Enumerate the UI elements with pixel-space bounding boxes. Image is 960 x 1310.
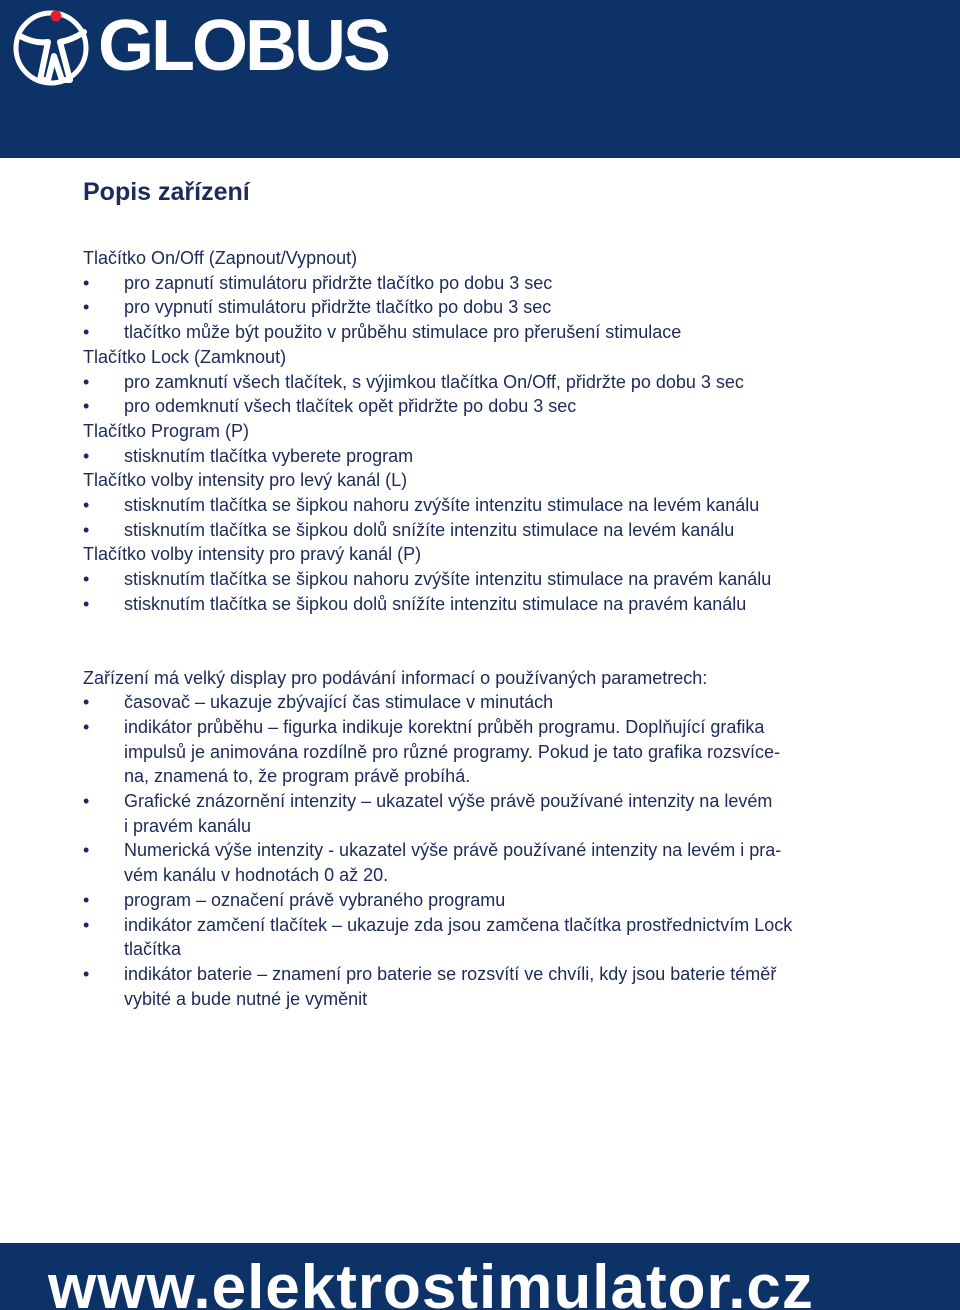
section-heading: Tlačítko Lock (Zamknout) [83, 346, 287, 367]
bullet-marker: • [83, 495, 90, 516]
list-item-line: i pravém kanálu [124, 815, 252, 836]
display-intro: Zařízení má velký display pro podávání informací o používaných parametrech: [83, 667, 708, 688]
list-item-text: stisknutím tlačítka se šipkou nahoru zvýšíte intenzitu stimulace na pravém kanálu [124, 569, 772, 590]
list-item-text: stisknutím tlačítka se šipkou dolů snížíte intenzitu stimulace na pravém kanálu [124, 593, 747, 614]
list-item-line: na, znamená to, že program právě probíhá. [124, 766, 471, 787]
list-item-text: tlačítko může být použito v průběhu stimulace pro přerušení stimulace [124, 322, 682, 343]
bullet-marker: • [83, 889, 90, 910]
list-item-line: vybité a bude nutné je vyměnit [124, 988, 368, 1009]
bullet-marker: • [83, 371, 90, 392]
list-item [83, 888, 883, 913]
list-item-text: pro zapnutí stimulátoru přidržte tlačítko po dobu 3 sec [124, 272, 553, 293]
list-item [83, 271, 883, 296]
brand-logo-text: GLOBUS [98, 6, 389, 86]
display-features-list [83, 690, 883, 1011]
list-item-text: pro zamknutí všech tlačítek, s výjimkou tlačítka On/Off, přidržte po dobu 3 sec [124, 371, 744, 392]
bullet-marker: • [83, 297, 90, 318]
bullet-marker: • [83, 692, 90, 713]
bullet-marker: • [83, 593, 90, 614]
list-item [83, 592, 883, 617]
list-item-line: Grafické znázornění intenzity – ukazatel výše právě používané intenzity na levém [124, 791, 773, 812]
list-item-text: pro vypnutí stimulátoru přidržte tlačítko po dobu 3 sec [124, 297, 552, 318]
list-item-text: stisknutím tlačítka se šipkou dolů snížíte intenzitu stimulace na levém kanálu [124, 519, 735, 540]
section-heading: Tlačítko On/Off (Zapnout/Vypnout) [83, 248, 358, 268]
list-item-line: indikátor zamčení tlačítek – ukazuje zda jsou zamčena tlačítka prostřednictvím Lock [124, 914, 793, 935]
list-item [83, 789, 883, 838]
list-item [83, 493, 883, 518]
list-item [83, 295, 883, 320]
list-item [83, 394, 883, 419]
bullet-marker: • [83, 914, 90, 935]
list-item-line: indikátor baterie – znamení pro baterie se rozsvítí ve chvíli, kdy jsou baterie téměř [124, 963, 777, 984]
main-content [83, 175, 883, 1011]
footer-bar [0, 1243, 960, 1310]
section-heading: Tlačítko volby intensity pro levý kanál (L) [83, 470, 408, 491]
section-heading: Tlačítko volby intensity pro pravý kanál (P) [83, 544, 422, 565]
bullet-marker: • [83, 445, 90, 466]
bullet-marker: • [83, 840, 90, 861]
list-item-line: vém kanálu v hodnotách 0 až 20. [124, 865, 389, 886]
header-bar [0, 0, 960, 158]
list-item-line: indikátor průběhu – figurka indikuje korektní průběh programu. Doplňující grafika [124, 716, 765, 737]
button-descriptions [83, 246, 883, 617]
bullet-marker: • [83, 322, 90, 343]
list-item-line: tlačítka [124, 939, 182, 960]
website-url[interactable]: www.elektrostimulator.cz [48, 1253, 814, 1310]
globus-logo-icon [10, 6, 92, 88]
bullet-marker: • [83, 569, 90, 590]
list-item [83, 567, 883, 592]
list-item [83, 715, 883, 789]
list-item-line: program – označení právě vybraného programu [124, 889, 506, 910]
section-heading: Tlačítko Program (P) [83, 420, 250, 441]
list-item-line: impulsů je animována rozdílně pro různé programy. Pokud je tato grafika rozsvíce- [124, 741, 780, 762]
bullet-marker: • [83, 519, 90, 540]
list-item-text: stisknutím tlačítka se šipkou nahoru zvýšíte intenzitu stimulace na levém kanálu [124, 495, 760, 516]
list-item [83, 518, 883, 543]
bullet-marker: • [83, 396, 90, 417]
section-spacer [83, 617, 883, 666]
list-item-text: pro odemknutí všech tlačítek opět přidržte po dobu 3 sec [124, 396, 577, 417]
page-title: Popis zařízení [83, 178, 250, 206]
list-item [83, 838, 883, 887]
list-item [83, 690, 883, 715]
list-item [83, 962, 883, 1011]
bullet-marker: • [83, 791, 90, 812]
bullet-marker: • [83, 716, 90, 737]
list-item-text: stisknutím tlačítka vyberete program [124, 445, 414, 466]
list-item-line: časovač – ukazuje zbývající čas stimulace v minutách [124, 692, 554, 713]
list-item [83, 444, 883, 469]
list-item [83, 370, 883, 395]
list-item [83, 913, 883, 962]
list-item-line: Numerická výše intenzity - ukazatel výše právě používané intenzity na levém i pra- [124, 840, 782, 861]
bullet-marker: • [83, 272, 90, 293]
list-item [83, 320, 883, 345]
bullet-marker: • [83, 963, 90, 984]
